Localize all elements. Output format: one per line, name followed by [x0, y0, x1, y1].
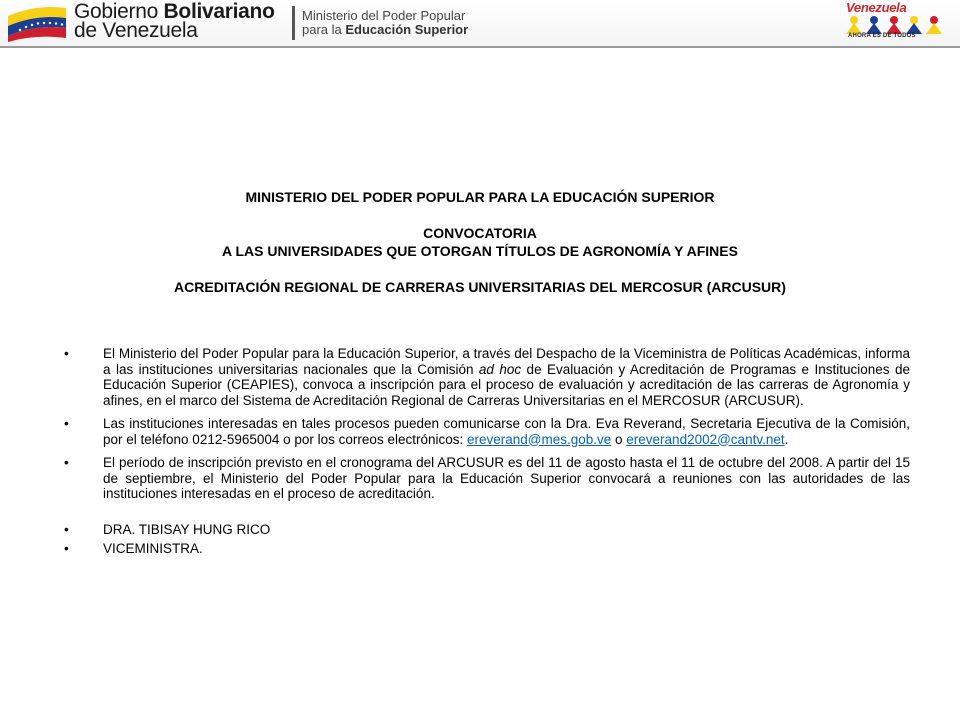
venezuela-campaign-logo — [838, 0, 954, 45]
campaign-logo-slogan: AHORA ES DE TODOS — [848, 33, 916, 39]
ministry-line1: Ministerio del Poder Popular — [302, 8, 466, 23]
ministry-line2-bold: Educación Superior — [345, 22, 469, 37]
ministry-line2-prefix: para la — [302, 22, 342, 37]
signature-name-item — [64, 522, 910, 538]
gov-line1-bold: Bolivariano — [163, 0, 275, 23]
bullet-marker: • — [64, 521, 69, 537]
signature-name: DRA. TIBISAY HUNG RICO — [103, 521, 271, 537]
header-banner — [0, 0, 960, 48]
bullet1-emphasis: ad hoc — [478, 361, 522, 377]
gov-line1-prefix: Gobierno — [74, 0, 158, 23]
announcement-body — [64, 346, 910, 561]
bullet-marker: • — [64, 541, 69, 556]
bullet2-text-mid: o — [611, 431, 627, 447]
bullet1-text-start: El Ministerio del Poder Popular para la Educación Superior, a través del Despacho de la Viceministra de Políticas Académicas, informa a las instituciones universitarias nacionales que la Comisión — [103, 346, 910, 377]
announcement-titles — [60, 188, 900, 296]
title-arcusur: ACREDITACIÓN REGIONAL DE CARRERAS UNIVERSITARIAS DEL MERCOSUR (ARCUSUR) — [174, 279, 786, 295]
ministry-wordmark — [302, 9, 468, 37]
gov-line2: de Venezuela — [74, 19, 198, 42]
title-universities: A LAS UNIVERSIDADES QUE OTORGAN TÍTULOS DE AGRONOMÍA Y AFINES — [222, 243, 738, 259]
email-link-cantv[interactable]: ereverand2002@cantv.net — [626, 431, 785, 447]
title-convocatoria: CONVOCATORIA — [423, 225, 537, 241]
campaign-figures-icon — [844, 14, 948, 34]
signature-title-item — [64, 541, 910, 557]
bullet-item — [64, 416, 910, 447]
signature-title: VICEMINISTRA. — [103, 541, 203, 556]
bullet-item — [64, 455, 910, 502]
bullet3-text: El período de inscripción previsto en el cronograma del ARCUSUR es del 11 de agosto hasta el 11 de octubre del 2008. A partir del 15 de septiembre, el Ministerio del Poder Popular para la Educación Superior convocará a reuniones con las autoridades de las instituciones interesadas en el proceso de acreditación. — [103, 455, 910, 501]
government-wordmark — [74, 2, 275, 40]
bullet-item — [64, 346, 910, 408]
bullet1-text-end: de Evaluación y Acreditación de Programas e Instituciones de Educación Superior (CEAPIES), convoca a inscripción para el proceso de evaluación y acreditación de las carreras de Agronomía y afines, en el marco del Sistema de Acreditación Regional de Carreras Universitarias en el MERCOSUR (ARCUSUR). — [103, 361, 910, 408]
bullet-marker: • — [64, 416, 69, 431]
campaign-logo-word: Venezuela — [846, 0, 907, 15]
email-link-mes[interactable]: ereverand@mes.gob.ve — [466, 431, 612, 447]
bullet-marker: • — [64, 346, 69, 361]
bullet-marker: • — [64, 455, 69, 470]
bullet2-text-start: Las instituciones interesadas en tales procesos pueden comunicarse con la Dra. Eva Reverand, Secretaria Ejecutiva de la Comisión, por el teléfono 0212-5965004 o por los correos electrónicos: — [103, 416, 910, 447]
venezuela-flag-logo — [6, 4, 68, 42]
bullet2-text-end: . — [784, 431, 789, 447]
title-ministry: MINISTERIO DEL PODER POPULAR PARA LA EDUCACIÓN SUPERIOR — [245, 189, 715, 205]
header-divider — [292, 6, 295, 40]
